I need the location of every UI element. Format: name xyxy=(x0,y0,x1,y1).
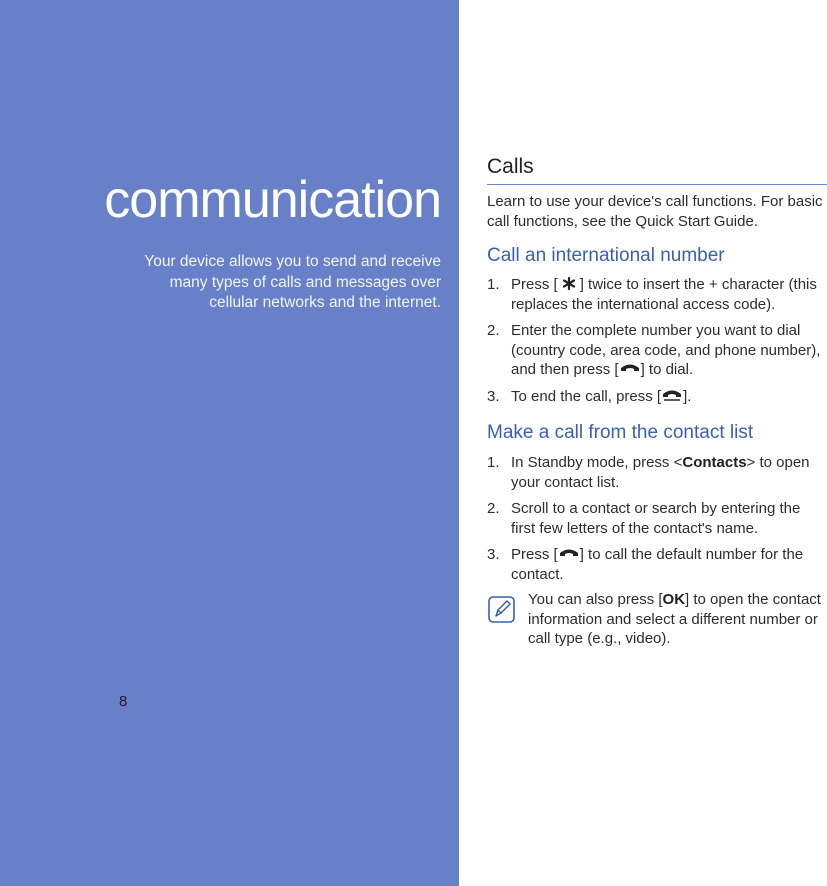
step-text: ]. xyxy=(683,387,692,405)
section-heading-calls: Calls xyxy=(487,154,827,185)
calls-intro: Learn to use your device's call functions. For basic call functions, see the Quick Start Guide. xyxy=(487,193,823,230)
note-pencil-icon xyxy=(487,594,517,624)
plus-character: + xyxy=(708,276,718,293)
step-number: 1. xyxy=(487,276,500,293)
step-text: Press [ xyxy=(511,546,558,563)
step-number: 3. xyxy=(487,387,500,405)
chapter-intro-line: Your device allows you to send and receive xyxy=(144,253,441,270)
step xyxy=(487,453,827,492)
step-number: 3. xyxy=(487,546,500,563)
step-text: Press [ xyxy=(511,276,558,293)
international-call-steps xyxy=(487,275,827,413)
page-number: 8 xyxy=(119,693,128,710)
end-key-icon xyxy=(661,387,683,404)
subheading-contact-list-call: Make a call from the contact list xyxy=(487,422,754,443)
step-text: Enter the complete number you want to dial (country code, area code, and phone number), and then press [ xyxy=(511,322,821,378)
chapter-title: communication xyxy=(104,171,441,229)
contacts-key-label: Contacts xyxy=(682,454,747,471)
note-text xyxy=(528,590,827,649)
step-text: ] to dial. xyxy=(640,361,694,378)
step xyxy=(487,275,827,314)
step-text: > to open your contact list. xyxy=(511,454,810,491)
subheading-international-call: Call an international number xyxy=(487,245,725,266)
chapter-intro-line: many types of calls and messages over xyxy=(169,273,441,291)
step-number: 1. xyxy=(487,454,500,471)
step-text: To end the call, press [ xyxy=(511,387,662,405)
chapter-intro-line: cellular networks and the internet. xyxy=(209,294,441,311)
note-text-part: ] to open the contact information and select a different number or call type (e.g., video). xyxy=(528,591,821,647)
contact-list-steps xyxy=(487,453,827,591)
ok-key-label: OK xyxy=(662,591,686,608)
step-text: Scroll to a contact or search by entering the first few letters of the contact's name. xyxy=(511,500,801,537)
step-text: ] to call the default number for the contact. xyxy=(511,546,804,583)
step xyxy=(487,387,827,407)
step xyxy=(487,499,827,538)
step-text: character (this replaces the international access code). xyxy=(511,276,817,313)
star-key-icon xyxy=(558,275,580,292)
call-key-icon xyxy=(619,360,641,377)
step-number: 2. xyxy=(487,500,500,517)
call-key-icon xyxy=(558,545,580,562)
chapter-intro xyxy=(101,252,441,314)
step xyxy=(487,321,827,380)
step xyxy=(487,545,827,584)
step-text: ] twice to insert the xyxy=(579,276,709,293)
step-text: In Standby mode, press < xyxy=(511,454,683,471)
note-text-part: You can also press [ xyxy=(528,591,663,608)
step-number: 2. xyxy=(487,322,500,339)
